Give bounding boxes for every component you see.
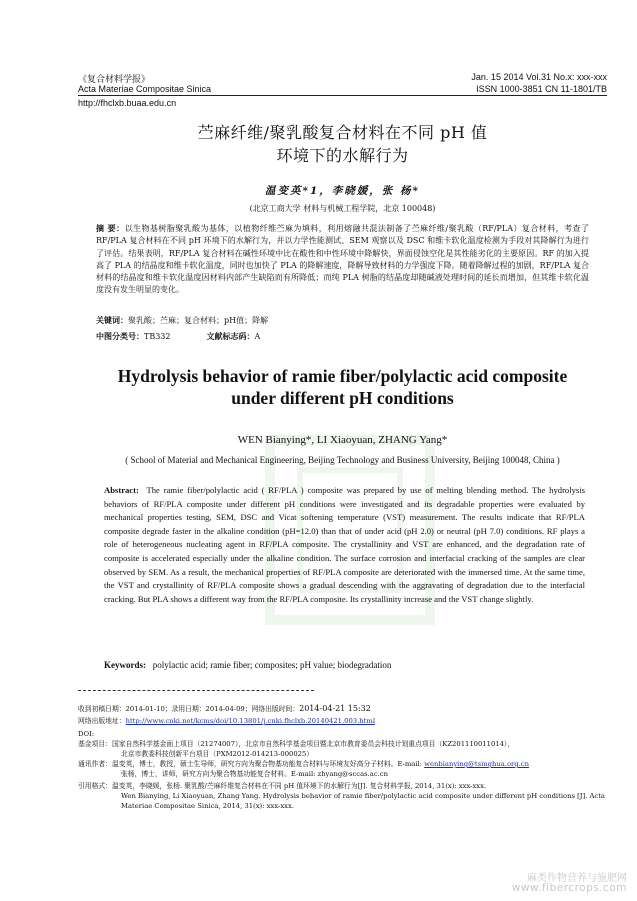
- doc-code-label: 文献标志码：: [206, 331, 255, 341]
- keywords-en: [104, 660, 585, 670]
- footnote-fund: [78, 739, 607, 759]
- footnote-citation: [78, 781, 607, 811]
- authors-en: WEN Bianying*, LI Xiaoyuan, ZHANG Yang*: [237, 434, 448, 446]
- watermark-site-url: www.fibercrops.com: [511, 882, 627, 894]
- fund-label: 基金项目：: [78, 740, 112, 748]
- footnote-doi: DOI:: [78, 730, 94, 738]
- header-rule: [78, 95, 607, 96]
- keywords-cn: [96, 315, 589, 326]
- watermark-site-name: 麻类作物营养与施肥网: [527, 873, 627, 884]
- footnote-url: [78, 716, 607, 726]
- keywords-en-text: polylactic acid; ramie fiber; composites; pH value; biodegradation: [152, 660, 392, 670]
- fund-text: 国家自然科学基金面上项目（21274007），北京市自然科学基金项目暨北京市教育委员会科技计划重点项目（KZ201110011014），: [111, 740, 515, 748]
- affiliation-en: ( School of Material and Mechanical Engineering, Beijing Technology and Business University, Beijing 100048, China ): [125, 455, 560, 465]
- abstract-cn: [96, 222, 589, 297]
- journal-header-line2: [78, 84, 607, 94]
- cls-label: 中图分类号：: [96, 331, 144, 341]
- fund-text-2: 北京市教委科技创新平台项目（PXM2012-014213-000025）: [121, 750, 314, 758]
- title-cn-line2: 环境下的水解行为: [276, 146, 409, 165]
- issue-date-volume: Jan. 15 2014 Vol.31 No.x: xxx-xxx: [471, 72, 607, 82]
- online-url-link[interactable]: http://www.cnki.net/kcms/doi/10.13801/j.cnki.fhclxb.20140421.003.html: [125, 717, 376, 725]
- cite-cn: 温变英，李晓媛，张杨. 聚乳酸/苎麻纤维复合材料在不同 pH 值环境下的水解行为[J]. 复合材料学报, 2014, 31(x): xxx-xxx.: [111, 782, 487, 790]
- title-en-line2: under different pH conditions: [231, 388, 454, 408]
- keywords-cn-text: 聚乳酸；苎麻；复合材料；pH值；降解: [128, 316, 269, 325]
- affiliation-cn: (北京工商大学 材料与机械工程学院，北京 100048): [249, 204, 436, 213]
- corr-text-2: 张杨，博士，讲师，研究方向为聚合物基功能复合材料。E-mail: zhyang@sccas.ac.cn: [121, 770, 388, 778]
- keywords-en-label: Keywords:: [104, 660, 146, 670]
- corr-text-1: 温变英，博士，教授，硕士生导师，研究方向为聚合物基功能复合材料与环境友好高分子材料。E-mail:: [111, 760, 422, 768]
- footnote-dates: [78, 704, 607, 714]
- authors-cn: 温变英*1，李晓媛，张 杨*: [265, 185, 420, 197]
- online-time: 2014-04-21 15:32: [299, 704, 371, 713]
- dates-text: 收到初稿日期：2014-01-10；录用日期：2014-04-09；网络出版时间：: [78, 705, 300, 713]
- title-cn-line1: 苎麻纤维/聚乳酸复合材料在不同 pH 值: [197, 123, 488, 142]
- url-label: 网络出版地址：: [78, 717, 126, 725]
- cite-en-2: Materiae Compositae Sinica, 2014, 31(x): xxx-xxx.: [121, 802, 294, 810]
- cite-label: 引用格式：: [78, 782, 112, 790]
- issn-cn-number: ISSN 1000-3851 CN 11-1801/TB: [476, 84, 607, 94]
- corr-label: 通讯作者：: [78, 760, 112, 768]
- doc-code-value: A: [254, 332, 261, 341]
- cls-value: TB332: [144, 332, 171, 341]
- abstract-en: [104, 484, 585, 606]
- journal-name-cn: 《复合材料学报》: [78, 74, 151, 84]
- classification-cn: [96, 331, 589, 342]
- abstract-cn-text: 以生物基树脂聚乳酸为基体，以植物纤维苎麻为填料，利用熔融共混法制备了苎麻纤维/聚乳酸（RF/PLA）复合材料，考查了 RF/PLA 复合材料在不同 pH 环境下的水解行为，并以力学性能测试、SEM 观察以及 DSC 和维卡软化温度检测为手段对其降解行为进行了评估。结果表明，RF/PLA 复合材料在碱性环境中比在酸性和中性环境中降解快，界面侵蚀空化是其性能劣化的主要原因。RF 的加入提高了 PLA 的结晶度和维卡软化温度，同时也加快了 PLA 的降解速度，降解导致材料的力学强度下降。随着降解过程的加剧，RF/PLA 复合材料的结晶度和维卡软化温度因材料内部产生缺陷而有所降低；而纯 PLA 树脂的结晶度却随碱液处理时间的延长而增加，但其维卡软化温度没有发生明显的变化。: [96, 224, 589, 295]
- journal-url: http://fhclxb.buaa.edu.cn: [78, 98, 177, 108]
- footnote-corresponding: [78, 759, 607, 779]
- cite-en-1: Wen Bianying, Li Xiaoyuan, Zhang Yang. Hydrolysis behavior of ramie fiber/polylactic acid composite under different pH conditions [J]. Acta: [121, 792, 605, 800]
- keywords-cn-label: 关键词：: [96, 315, 128, 325]
- journal-name-en: Acta Materiae Compositae Sinica: [78, 84, 212, 94]
- abstract-en-text: The ramie fiber/polylactic acid ( RF/PLA ) composite was prepared by use of melting blending method. The hydrolysis behaviors of RF/PLA composite under different pH conditions were investigated and its degradable properties were evaluated by mechanical properties testing, SEM, DSC and Vicat softening temperature (VST) measurement. The results indicate that RF/PLA composite degrade faster in the alkaline condition (pH=12.0) than that of under acid (pH 2.0) or neutral (pH 7.0) conditions. RF plays a role of heterogeneous nucleating agent in RF/PLA composite. The crystallinity and VST are enhanced, and the degradation rate of composite is accelerated especially under the alkaline condition. The surface corrosion and interfacial cracking of the samples are clear observed by SEM. As a result, the mechanical properties of RF/PLA composite are deteriorated with the immersed time. At the same time, the VST and crystallinity of RF/PLA composite shows a gradual descending with the aggravating of degradation due to the interfacial cracking. But PLA shows a different way from the RF/PLA composite. Its crystallinity increase and the VST change slightly.: [104, 485, 585, 604]
- abstract-cn-label: 摘 要：: [96, 223, 125, 233]
- footnote-separator: [78, 690, 314, 691]
- corr-email-link[interactable]: wenbianying@tsinghua.org.cn: [424, 760, 529, 768]
- title-en-line1: Hydrolysis behavior of ramie fiber/polylactic acid composite: [117, 366, 568, 386]
- abstract-en-label: Abstract:: [104, 485, 139, 495]
